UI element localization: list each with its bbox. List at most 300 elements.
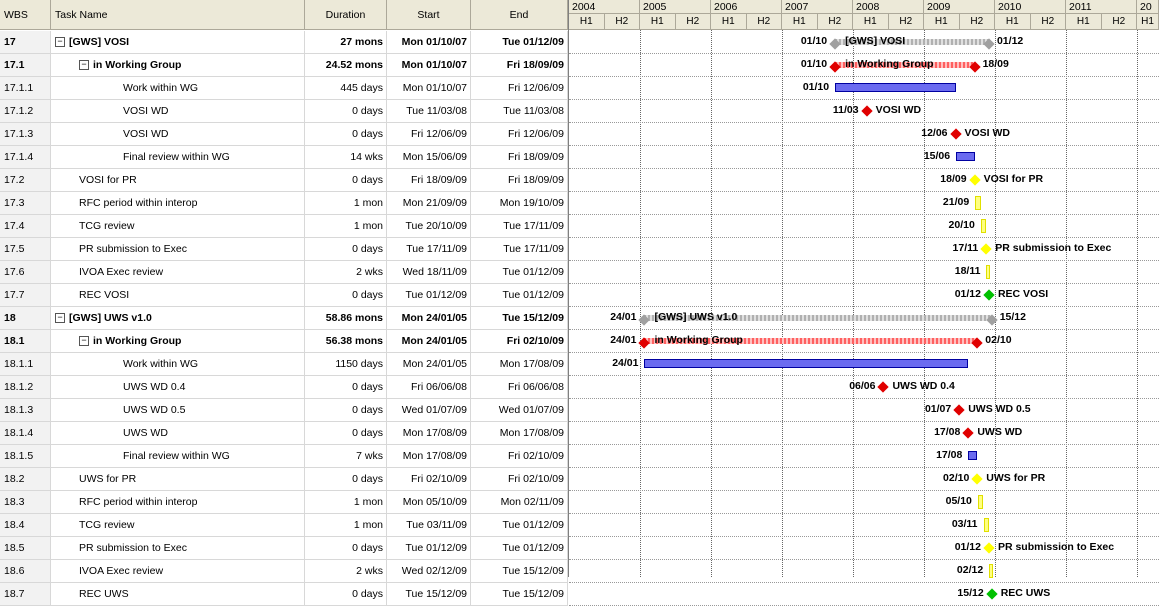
wbs-cell: 18.2 — [0, 468, 51, 490]
end-cell: Mon 02/11/09 — [471, 491, 568, 513]
bar-label: 01/10 — [800, 35, 828, 47]
table-row[interactable] — [0, 307, 568, 330]
task-name-cell — [51, 468, 305, 490]
row-gridline — [569, 99, 1159, 100]
task-name-text: TCG review — [79, 519, 135, 531]
row-gridline — [569, 122, 1159, 123]
wbs-cell: 18.1.4 — [0, 422, 51, 444]
start-cell: Wed 18/11/09 — [387, 261, 471, 283]
bar-label: REC UWS — [1000, 587, 1051, 599]
wbs-cell: 18.4 — [0, 514, 51, 536]
bar-label: 02/12 — [956, 564, 984, 576]
task-name-text: [GWS] UWS v1.0 — [69, 312, 152, 324]
end-cell: Fri 18/09/09 — [471, 146, 568, 168]
milestone-marker[interactable] — [983, 289, 994, 300]
bar-label: 01/07 — [924, 403, 952, 415]
table-row[interactable] — [0, 261, 568, 284]
timescale-half: H2 — [1102, 14, 1138, 30]
milestone-marker[interactable] — [861, 105, 872, 116]
task-bar[interactable] — [835, 83, 955, 92]
duration-cell: 1 mon — [305, 491, 387, 513]
wbs-cell: 18.1.2 — [0, 376, 51, 398]
wbs-cell: 17.1 — [0, 54, 51, 76]
bar-label: PR submission to Exec — [995, 242, 1112, 254]
row-gridline — [569, 191, 1159, 192]
duration-cell: 58.86 mons — [305, 307, 387, 329]
task-name-cell — [51, 100, 305, 122]
timescale-half: H1 — [569, 14, 605, 30]
duration-cell: 1 mon — [305, 192, 387, 214]
task-name-cell — [51, 123, 305, 145]
milestone-marker[interactable] — [983, 542, 994, 553]
task-name-cell — [51, 31, 305, 53]
timescale-year: 2004 — [569, 0, 640, 14]
milestone-marker[interactable] — [950, 128, 961, 139]
task-bar[interactable] — [989, 564, 993, 578]
column-header-label: Duration — [325, 8, 366, 21]
duration-cell: 1 mon — [305, 514, 387, 536]
column-header-label: End — [509, 8, 529, 21]
bar-label: UWS for PR — [986, 472, 1046, 484]
table-row[interactable] — [0, 468, 568, 491]
task-name-cell — [51, 261, 305, 283]
duration-cell: 0 days — [305, 468, 387, 490]
duration-cell: 0 days — [305, 583, 387, 605]
end-cell: Mon 17/08/09 — [471, 353, 568, 375]
task-name-text: IVOA Exec review — [79, 565, 164, 577]
timescale-half: H1 — [782, 14, 818, 30]
bar-label: 12/06 — [921, 127, 948, 139]
task-name-cell — [51, 238, 305, 260]
start-cell: Tue 20/10/09 — [387, 215, 471, 237]
bar-label: 20/10 — [948, 219, 975, 231]
year-gridline — [995, 30, 996, 577]
timescale-half: H1 — [853, 14, 889, 30]
task-name-cell — [51, 422, 305, 444]
milestone-marker[interactable] — [986, 588, 997, 599]
milestone-marker[interactable] — [878, 381, 889, 392]
task-bar[interactable] — [986, 265, 990, 279]
wbs-cell: 17.1.1 — [0, 77, 51, 99]
bar-label: [GWS] UWS v1.0 — [654, 311, 738, 323]
wbs-cell: 17.3 — [0, 192, 51, 214]
year-gridline — [1137, 30, 1138, 577]
start-cell: Mon 01/10/07 — [387, 54, 471, 76]
bar-label: 06/06 — [849, 380, 876, 392]
start-cell: Wed 02/12/09 — [387, 560, 471, 582]
start-cell: Tue 01/12/09 — [387, 537, 471, 559]
task-name-text: VOSI for PR — [79, 174, 137, 186]
task-bar[interactable] — [968, 451, 977, 460]
task-name-text: RFC period within interop — [79, 197, 198, 209]
bar-label: 01/12 — [996, 35, 1024, 47]
row-gridline — [569, 260, 1159, 261]
bar-label: 18/09 — [940, 173, 967, 185]
bar-label: 02/10 — [943, 472, 970, 484]
task-name-text: REC UWS — [79, 588, 129, 600]
task-name-text: PR submission to Exec — [79, 542, 187, 554]
duration-cell: 0 days — [305, 238, 387, 260]
column-header-end[interactable] — [471, 0, 568, 30]
duration-cell: 0 days — [305, 284, 387, 306]
task-bar[interactable] — [981, 219, 986, 233]
row-gridline — [569, 76, 1159, 77]
start-cell: Tue 17/11/09 — [387, 238, 471, 260]
end-cell: Tue 17/11/09 — [471, 215, 568, 237]
row-gridline — [569, 329, 1159, 330]
row-gridline — [569, 214, 1159, 215]
task-name-text: IVOA Exec review — [79, 266, 164, 278]
task-name-text: UWS WD — [123, 427, 168, 439]
duration-cell: 14 wks — [305, 146, 387, 168]
task-name-text: UWS WD 0.4 — [123, 381, 186, 393]
table-row[interactable] — [0, 77, 568, 100]
table-row[interactable] — [0, 54, 568, 77]
task-name-text: Final review within WG — [123, 450, 230, 462]
bar-label: UWS WD — [977, 426, 1023, 438]
year-gridline — [924, 30, 925, 577]
start-cell: Tue 11/03/08 — [387, 100, 471, 122]
duration-cell: 0 days — [305, 100, 387, 122]
bar-label: 17/11 — [952, 242, 979, 254]
start-cell: Mon 21/09/09 — [387, 192, 471, 214]
task-name-text: Work within WG — [123, 358, 199, 370]
end-cell: Tue 15/12/09 — [471, 583, 568, 605]
milestone-marker[interactable] — [972, 473, 983, 484]
table-row[interactable] — [0, 146, 568, 169]
bar-label: 17/08 — [934, 426, 961, 438]
year-gridline — [1066, 30, 1067, 577]
duration-cell: 56.38 mons — [305, 330, 387, 352]
start-cell: Tue 01/12/09 — [387, 284, 471, 306]
row-gridline — [569, 375, 1159, 376]
year-gridline — [711, 30, 712, 577]
bar-label: 01/12 — [954, 541, 981, 553]
table-row[interactable] — [0, 169, 568, 192]
bar-label: VOSI for PR — [983, 173, 1044, 185]
timescale-year: 2008 — [853, 0, 924, 14]
task-name-cell — [51, 445, 305, 467]
task-bar[interactable] — [975, 196, 980, 210]
end-cell: Tue 01/12/09 — [471, 31, 568, 53]
timescale-half: H2 — [889, 14, 925, 30]
end-cell: Fri 12/06/09 — [471, 77, 568, 99]
collapse-toggle-icon[interactable]: − — [79, 336, 89, 346]
task-name-text: TCG review — [79, 220, 135, 232]
milestone-marker[interactable] — [981, 243, 992, 254]
year-gridline — [782, 30, 783, 577]
bar-label: UWS WD 0.5 — [968, 403, 1031, 415]
row-gridline — [569, 168, 1159, 169]
bar-label: 11/03 — [832, 104, 859, 116]
row-gridline — [569, 53, 1159, 54]
table-row[interactable] — [0, 422, 568, 445]
bar-label: 15/12 — [957, 587, 984, 599]
timescale-half: H1 — [711, 14, 747, 30]
task-name-cell — [51, 491, 305, 513]
end-cell: Fri 02/10/09 — [471, 468, 568, 490]
start-cell: Mon 17/08/09 — [387, 445, 471, 467]
row-gridline — [569, 536, 1159, 537]
start-cell: Mon 24/01/05 — [387, 307, 471, 329]
task-name-cell — [51, 583, 305, 605]
task-name-text: PR submission to Exec — [79, 243, 187, 255]
start-cell: Fri 18/09/09 — [387, 169, 471, 191]
table-row[interactable] — [0, 514, 568, 537]
duration-cell: 24.52 mons — [305, 54, 387, 76]
timescale-half: H1 — [924, 14, 960, 30]
task-name-text: in Working Group — [93, 59, 182, 71]
start-cell: Fri 12/06/09 — [387, 123, 471, 145]
timescale-half: H2 — [605, 14, 641, 30]
timescale-half: H1 — [640, 14, 676, 30]
start-cell: Mon 01/10/07 — [387, 77, 471, 99]
table-row[interactable] — [0, 491, 568, 514]
duration-cell: 0 days — [305, 422, 387, 444]
table-row[interactable] — [0, 583, 568, 606]
table-row[interactable] — [0, 215, 568, 238]
bar-label: 24/01 — [610, 334, 637, 346]
bar-label: 02/10 — [985, 334, 1012, 346]
task-name-cell — [51, 54, 305, 76]
duration-cell: 0 days — [305, 399, 387, 421]
end-cell: Tue 01/12/09 — [471, 514, 568, 536]
wbs-cell: 17.1.2 — [0, 100, 51, 122]
bar-label: 01/12 — [954, 288, 981, 300]
table-row[interactable] — [0, 353, 568, 376]
row-gridline — [569, 467, 1159, 468]
end-cell: Tue 01/12/09 — [471, 537, 568, 559]
row-gridline — [569, 444, 1159, 445]
wbs-cell: 18.1.1 — [0, 353, 51, 375]
end-cell: Fri 12/06/09 — [471, 123, 568, 145]
timescale-half: H2 — [1031, 14, 1067, 30]
duration-cell: 2 wks — [305, 560, 387, 582]
timescale-half: H1 — [1066, 14, 1102, 30]
duration-cell: 27 mons — [305, 31, 387, 53]
row-gridline — [569, 398, 1159, 399]
task-name-cell — [51, 353, 305, 375]
task-name-text: VOSI WD — [123, 105, 169, 117]
end-cell: Mon 17/08/09 — [471, 422, 568, 444]
summary-end-marker — [972, 337, 983, 348]
duration-cell: 7 wks — [305, 445, 387, 467]
timescale-half: H2 — [960, 14, 996, 30]
task-name-cell — [51, 399, 305, 421]
milestone-marker[interactable] — [954, 404, 965, 415]
timescale-half: H1 — [995, 14, 1031, 30]
timescale-year: 2010 — [995, 0, 1066, 14]
table-row[interactable] — [0, 399, 568, 422]
wbs-cell: 17.4 — [0, 215, 51, 237]
task-name-cell — [51, 330, 305, 352]
row-gridline — [569, 559, 1159, 560]
table-row[interactable] — [0, 560, 568, 583]
task-name-cell — [51, 514, 305, 536]
start-cell: Mon 15/06/09 — [387, 146, 471, 168]
timescale-year: 2011 — [1066, 0, 1137, 14]
row-gridline — [569, 513, 1159, 514]
bar-label: 03/11 — [951, 518, 978, 530]
bar-label: 21/09 — [942, 196, 970, 208]
end-cell: Tue 11/03/08 — [471, 100, 568, 122]
task-grid — [0, 0, 568, 600]
wbs-cell: 17.6 — [0, 261, 51, 283]
column-header-label: Task Name — [55, 8, 108, 21]
duration-cell: 0 days — [305, 123, 387, 145]
bar-label: VOSI WD — [875, 104, 922, 116]
end-cell: Tue 01/12/09 — [471, 261, 568, 283]
duration-cell: 2 wks — [305, 261, 387, 283]
milestone-marker[interactable] — [963, 427, 974, 438]
start-cell: Wed 01/07/09 — [387, 399, 471, 421]
bar-label: 18/11 — [954, 265, 981, 277]
table-row[interactable] — [0, 123, 568, 146]
duration-cell: 1150 days — [305, 353, 387, 375]
duration-cell: 0 days — [305, 169, 387, 191]
wbs-cell: 17 — [0, 31, 51, 53]
column-header-task-name[interactable] — [51, 0, 305, 30]
row-gridline — [569, 582, 1159, 583]
task-name-text: in Working Group — [93, 335, 182, 347]
timescale-half: H2 — [818, 14, 854, 30]
wbs-cell: 18.1.3 — [0, 399, 51, 421]
wbs-cell: 18.3 — [0, 491, 51, 513]
end-cell: Tue 01/12/09 — [471, 284, 568, 306]
start-cell: Tue 03/11/09 — [387, 514, 471, 536]
bar-label: 15/12 — [999, 311, 1026, 323]
table-row[interactable] — [0, 192, 568, 215]
task-name-cell — [51, 192, 305, 214]
bar-label: 24/01 — [610, 311, 637, 323]
bar-label: 15/06 — [923, 150, 951, 162]
bar-label: 05/10 — [945, 495, 972, 507]
task-name-text: Work within WG — [123, 82, 199, 94]
wbs-cell: 17.2 — [0, 169, 51, 191]
task-name-cell — [51, 376, 305, 398]
bar-label: [GWS] VOSI — [845, 35, 906, 47]
timescale-year: 2006 — [711, 0, 782, 14]
timescale-half: H2 — [676, 14, 712, 30]
task-name-text: Final review within WG — [123, 151, 230, 163]
bar-label: 17/08 — [936, 449, 963, 461]
start-cell: Mon 24/01/05 — [387, 330, 471, 352]
task-bar[interactable] — [984, 518, 989, 532]
duration-cell: 0 days — [305, 376, 387, 398]
start-cell: Fri 06/06/08 — [387, 376, 471, 398]
end-cell: Wed 01/07/09 — [471, 399, 568, 421]
timescale-year: 2009 — [924, 0, 995, 14]
end-cell: Mon 19/10/09 — [471, 192, 568, 214]
end-cell: Tue 15/12/09 — [471, 560, 568, 582]
duration-cell: 445 days — [305, 77, 387, 99]
collapse-toggle-icon[interactable]: − — [79, 60, 89, 70]
task-name-cell — [51, 560, 305, 582]
table-row[interactable] — [0, 100, 568, 123]
end-cell: Fri 18/09/09 — [471, 169, 568, 191]
start-cell: Mon 17/08/09 — [387, 422, 471, 444]
column-header-wbs[interactable] — [0, 0, 51, 30]
bar-label: 24/01 — [612, 357, 639, 369]
task-name-cell — [51, 537, 305, 559]
timescale-year: 20 — [1137, 0, 1159, 14]
column-header-label: Start — [417, 8, 440, 21]
task-name-cell — [51, 146, 305, 168]
bar-label: in Working Group — [845, 58, 934, 70]
row-gridline — [569, 352, 1159, 353]
task-name-cell — [51, 215, 305, 237]
milestone-marker[interactable] — [969, 174, 980, 185]
row-gridline — [569, 490, 1159, 491]
table-row[interactable] — [0, 238, 568, 261]
start-cell: Tue 15/12/09 — [387, 583, 471, 605]
bar-label: UWS WD 0.4 — [892, 380, 955, 392]
task-name-text: UWS for PR — [79, 473, 137, 485]
bar-label: in Working Group — [654, 334, 743, 346]
task-name-text: [GWS] VOSI — [69, 36, 130, 48]
column-header-duration[interactable] — [305, 0, 387, 30]
bar-label: VOSI WD — [964, 127, 1011, 139]
row-gridline — [569, 237, 1159, 238]
wbs-cell: 18.1.5 — [0, 445, 51, 467]
table-row[interactable] — [0, 376, 568, 399]
end-cell: Tue 15/12/09 — [471, 307, 568, 329]
row-gridline — [569, 306, 1159, 307]
start-cell: Mon 24/01/05 — [387, 353, 471, 375]
task-name-text: UWS WD 0.5 — [123, 404, 186, 416]
table-row[interactable] — [0, 330, 568, 353]
row-gridline — [569, 283, 1159, 284]
wbs-cell: 17.7 — [0, 284, 51, 306]
timescale-half: H2 — [747, 14, 783, 30]
task-name-cell — [51, 169, 305, 191]
bar-label: 01/10 — [802, 81, 830, 93]
end-cell: Fri 18/09/09 — [471, 54, 568, 76]
timescale-half: H1 — [1137, 14, 1159, 30]
table-row[interactable] — [0, 445, 568, 468]
end-cell: Tue 17/11/09 — [471, 238, 568, 260]
end-cell: Fri 02/10/09 — [471, 445, 568, 467]
start-cell: Mon 01/10/07 — [387, 31, 471, 53]
task-name-cell — [51, 307, 305, 329]
table-row[interactable] — [0, 537, 568, 560]
end-cell: Fri 02/10/09 — [471, 330, 568, 352]
collapse-toggle-icon[interactable]: − — [55, 37, 65, 47]
task-name-text: VOSI WD — [123, 128, 169, 140]
column-header-label: WBS — [4, 8, 28, 21]
table-row[interactable] — [0, 284, 568, 307]
bar-label: 18/09 — [982, 58, 1009, 70]
bar-label: 01/10 — [800, 58, 828, 70]
timescale-year: 2007 — [782, 0, 853, 14]
column-header-start[interactable] — [387, 0, 471, 30]
start-cell: Fri 02/10/09 — [387, 468, 471, 490]
task-bar[interactable] — [956, 152, 974, 161]
timescale-year: 2005 — [640, 0, 711, 14]
row-gridline — [569, 145, 1159, 146]
task-name-cell — [51, 284, 305, 306]
wbs-cell: 18.7 — [0, 583, 51, 605]
task-bar[interactable] — [644, 359, 968, 368]
bar-label: REC VOSI — [997, 288, 1049, 300]
collapse-toggle-icon[interactable]: − — [55, 313, 65, 323]
wbs-cell: 17.1.4 — [0, 146, 51, 168]
wbs-cell: 18.6 — [0, 560, 51, 582]
bar-label: PR submission to Exec — [997, 541, 1115, 553]
year-gridline — [640, 30, 641, 577]
task-bar[interactable] — [978, 495, 983, 509]
table-row[interactable] — [0, 31, 568, 54]
